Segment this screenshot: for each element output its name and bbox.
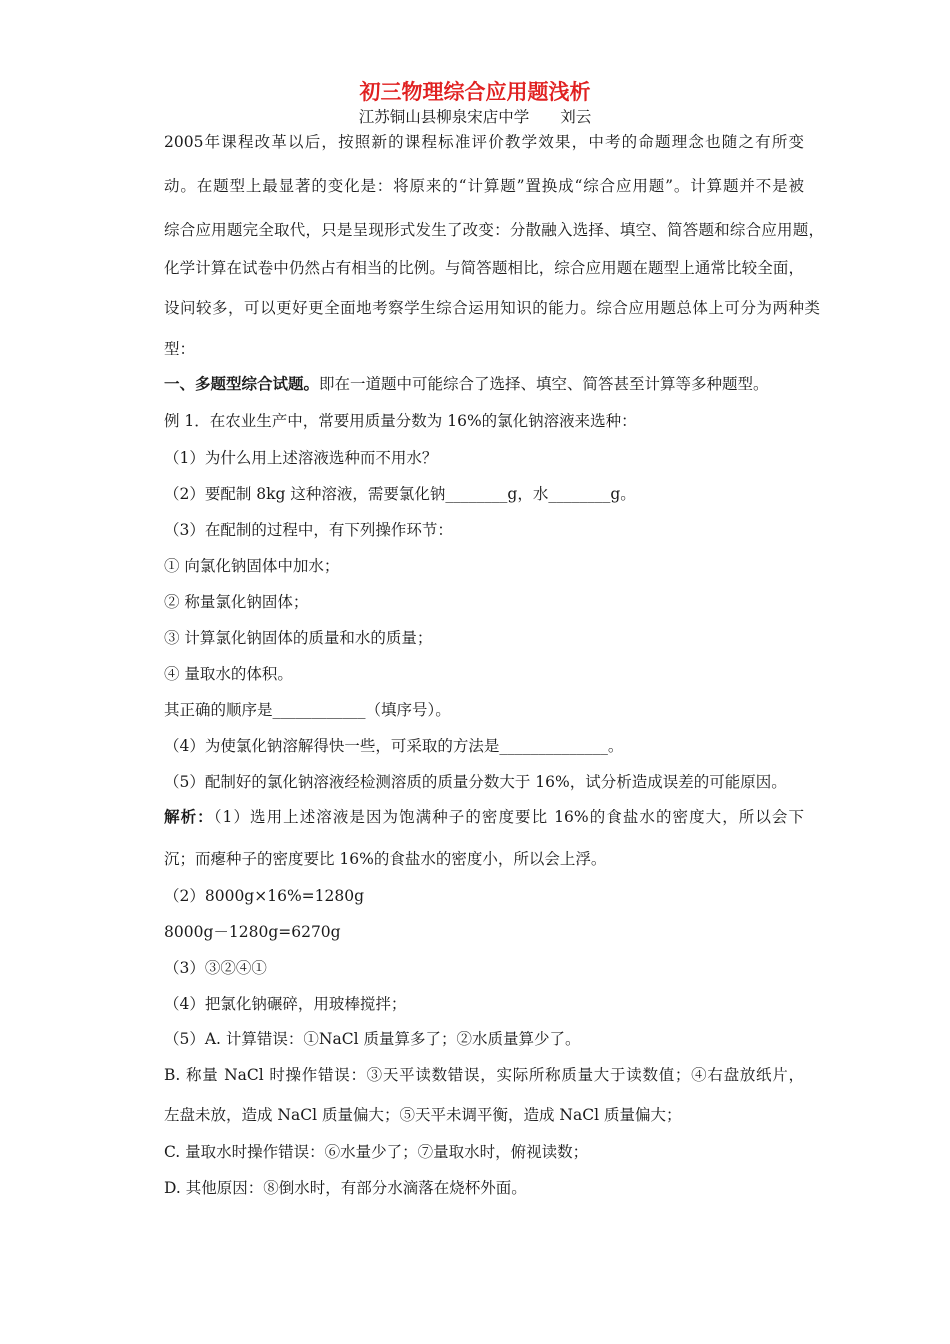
analysis-a5d: D. 其他原因：⑧倒水时，有部分水滴落在烧杯外面。 (164, 1179, 527, 1197)
analysis-a5b-line1: B. 称量 NaCl 时操作错误：③天平读数错误，实际所称质量大于读数值；④右盘放纸片， (164, 1066, 804, 1084)
step-4: ④ 量取水的体积。 (164, 665, 293, 683)
intro-line: 化学计算在试卷中仍然占有相当的比例。与简答题相比，综合应用题在题型上通常比较全面， (164, 259, 804, 277)
intro-line: 型： (164, 340, 196, 358)
question-5: （5）配制好的氯化钠溶液经检测溶质的质量分数大于 16%，试分析造成误差的可能原因。 (164, 773, 787, 791)
question-1: （1）为什么用上述溶液选种而不用水？ (164, 449, 438, 467)
step-3: ③ 计算氯化钠固体的质量和水的质量； (164, 629, 433, 647)
analysis-a2-line1: （2）8000g×16%=1280g (164, 887, 365, 905)
analysis-a5: （5）A. 计算错误：①NaCl 质量算多了；②水质量算少了。 (164, 1030, 581, 1048)
analysis-a5c: C. 量取水时操作错误：⑥水量少了；⑦量取水时，俯视读数； (164, 1143, 589, 1161)
analysis-a5b-line2: 左盘未放，造成 NaCl 质量偏大；⑤天平未调平衡，造成 NaCl 质量偏大； (164, 1106, 682, 1124)
analysis-label: 解析： (164, 807, 214, 826)
analysis-a4: （4）把氯化钠碾碎，用玻棒搅拌； (164, 995, 407, 1013)
step-2: ② 称量氯化钠固体； (164, 593, 309, 611)
step-1: ① 向氯化钠固体中加水； (164, 557, 340, 575)
document-title: 初三物理综合应用题浅析 (359, 79, 591, 104)
analysis-a2-line2: 8000g－1280g=6270g (164, 923, 341, 941)
intro-line: 综合应用题完全取代，只是呈现形式发生了改变：分散融入选择、填空、简答题和综合应用题， (164, 221, 824, 239)
analysis-a1-part2: 沉；而瘪种子的密度要比 16%的食盐水的密度小，所以会上浮。 (164, 850, 607, 868)
section-1-text: 即在一道题中可能综合了选择、填空、简答甚至计算等多种题型。 (319, 375, 769, 393)
question-4: （4）为使氯化钠溶解得快一些，可采取的方法是______________。 (164, 737, 624, 755)
section-1-heading: 一、多题型综合试题。 (164, 374, 320, 393)
question-3: （3）在配制的过程中，有下列操作环节： (164, 521, 453, 539)
question-2: （2）要配制 8kg 这种溶液，需要氯化钠________g，水________g。 (164, 485, 636, 503)
intro-line: 动。在题型上最显著的变化是：将原来的“计算题”置换成“综合应用题”。计算题并不是被 (164, 177, 804, 195)
section-1 (164, 373, 769, 395)
intro-line: 2005年课程改革以后，按照新的课程标准评价教学效果，中考的命题理念也随之有所变 (164, 133, 804, 151)
example-intro: 例 1．在农业生产中，常要用质量分数为 16%的氯化钠溶液来选种： (164, 412, 637, 430)
analysis-line (164, 806, 804, 828)
author-line: 江苏铜山县柳泉宋店中学 刘云 (358, 108, 592, 126)
analysis-a1-part1: （1）选用上述溶液是因为饱满种子的密度要比 16%的食盐水的密度大，所以会下 (213, 808, 804, 826)
order-question: 其正确的顺序是____________（填序号）。 (164, 701, 451, 719)
analysis-a3: （3）③②④① (164, 959, 267, 977)
intro-line: 设问较多，可以更好更全面地考察学生综合运用知识的能力。综合应用题总体上可分为两种类 (164, 299, 820, 317)
